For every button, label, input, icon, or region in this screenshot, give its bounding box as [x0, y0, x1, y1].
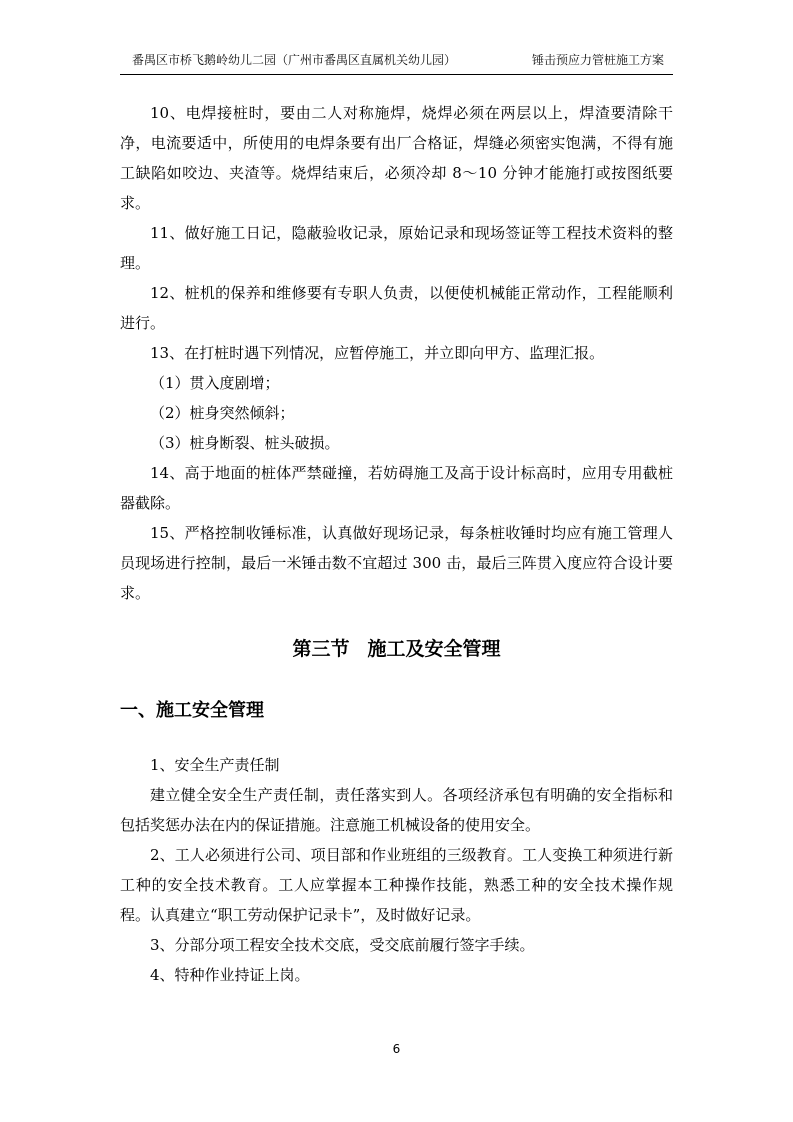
section-name: 施工及安全管理	[367, 638, 501, 660]
paragraph-item-14: 14、高于地面的桩体严禁碰撞，若妨碍施工及高于设计标高时，应用专用截桩器截除。	[120, 464, 673, 512]
header-right-text: 锤击预应力管桩施工方案	[531, 53, 664, 67]
paragraph-item-13: 13、在打桩时遇下列情况，应暂停施工，并立即向甲方、监理汇报。	[150, 344, 605, 362]
paragraph-item-11: 11、做好施工日记，隐蔽验收记录，原始记录和现场签证等工程技术资料的整理。	[120, 224, 673, 272]
paragraph-safety-4: 4、特种作业持证上岗。	[150, 966, 310, 984]
header-left-text: 番禺区市桥飞鹅岭幼儿二园（广州市番禺区直属机关幼儿园）	[132, 53, 457, 67]
paragraph-safety-3: 3、分部分项工程安全技术交底，受交底前履行签字手续。	[150, 936, 535, 954]
page-body	[120, 98, 673, 990]
sub-item-1: （1）贯入度剧增；	[150, 374, 280, 392]
paragraph-safety-1-body: 建立健全安全生产责任制，责任落实到人。各项经济承包有明确的安全指标和包括奖惩办法在内的保证措施。注意施工机械设备的使用安全。	[120, 786, 673, 834]
section-title	[120, 636, 673, 662]
paragraph-safety-2: 2、工人必须进行公司、项目部和作业班组的三级教育。工人变换工种须进行新工种的安全技术教育。工人应掌握本工种操作技能，熟悉工种的安全技术操作规程。认真建立“职工劳动保护记录卡”，及时做好记录。	[120, 846, 673, 924]
section-number: 第三节	[292, 638, 350, 660]
header-rule	[120, 74, 673, 75]
paragraph-item-10: 10、电焊接桩时，要由二人对称施焊，烧焊必须在两层以上，焊渣要清除干净，电流要适中，所使用的电焊条要有出厂合格证，焊缝必须密实饱满，不得有施工缺陷如咬边、夹渣等。烧焊结束后，必须冷却 8～10 分钟才能施打或按图纸要求。	[120, 104, 673, 212]
page-number: 6	[392, 1042, 401, 1056]
paragraph-item-15: 15、严格控制收锤标准，认真做好现场记录，每条桩收锤时均应有施工管理人员现场进行控制，最后一米锤击数不宜超过 300 击，最后三阵贯入度应符合设计要求。	[120, 524, 673, 602]
sub-item-2: （2）桩身突然倾斜；	[150, 404, 295, 422]
paragraph-item-12: 12、桩机的保养和维修要有专职人负责，以便使机械能正常动作，工程能顺利进行。	[120, 284, 673, 332]
paragraph-safety-1: 1、安全生产责任制	[150, 756, 280, 774]
sub-item-3: （3）桩身断裂、桩头破损。	[150, 434, 340, 452]
part-title: 一、施工安全管理	[120, 700, 264, 721]
